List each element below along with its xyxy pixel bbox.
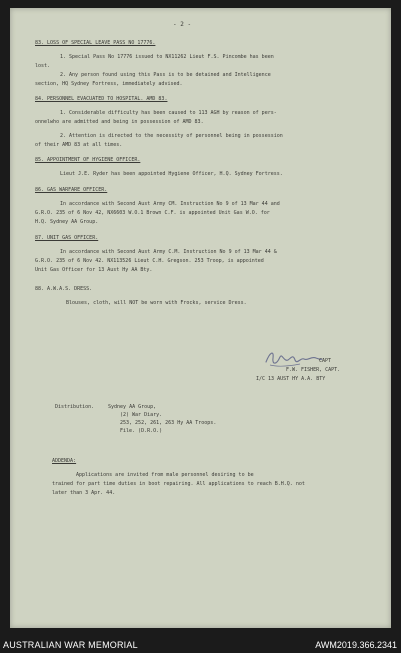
section-83-heading: 83. LOSS OF SPECIAL LEAVE PASS NO 17776.: [35, 40, 156, 46]
doc-line: onnelwho are admitted and being in possession of AMD 83.: [35, 119, 204, 125]
doc-line: H.Q. Sydney AA Group.: [35, 219, 99, 225]
section-87-heading: 87. UNIT GAS OFFICER.: [35, 235, 99, 241]
addenda-line: later than 3 Apr. 44.: [52, 490, 116, 496]
document-page: [10, 8, 391, 628]
doc-line: In accordance with Second Aust Army C.M. Instruction No 9 of 13 Mar 44 &: [60, 249, 277, 255]
doc-line: 1. Considerable difficulty has been caused to 113 AGH by reason of pers-: [60, 110, 277, 116]
doc-line: lost.: [35, 63, 51, 69]
attribution-bar: [0, 636, 401, 653]
doc-line: Blouses, cloth, will NOT be worn with Frocks, service Dress.: [66, 300, 247, 306]
doc-line: 2. Any person found using this Pass is to be detained and Intelligence: [60, 72, 271, 78]
doc-line: Unit Gas Officer for 13 Aust Hy AA Bty.: [35, 267, 153, 273]
distribution-line: File. (D.R.O.): [120, 428, 163, 434]
doc-line: Lieut J.E. Ryder has been appointed Hygiene Officer, H.Q. Sydney Fortress.: [60, 171, 283, 177]
institution-label: AUSTRALIAN WAR MEMORIAL: [3, 640, 138, 650]
signature-unit: I/C 13 AUST HY A.A. BTY: [256, 376, 326, 382]
section-84-heading: 84. PERSONNEL EVACUATED TO HOSPITAL. AMD 83.: [35, 96, 168, 102]
distribution-line: (2) War Diary.: [120, 412, 163, 418]
doc-line: 1. Special Pass No 17776 issued to NX11262 Lieut F.S. Pincombe has been: [60, 54, 274, 60]
distribution-label: Distribution.: [55, 404, 95, 410]
section-86-heading: 86. GAS WARFARE OFFICER.: [35, 187, 108, 193]
distribution-line: 253, 252, 261, 263 Hy AA Troops.: [120, 420, 217, 426]
distribution-line: Sydney AA Group,: [108, 404, 157, 410]
addenda-label: ADDENDA:: [52, 458, 77, 464]
doc-line: G.R.O. 235 of 6 Nov 42. NX113526 Lieut C.H. Gregson. 253 Troop, is appointed: [35, 258, 264, 264]
addenda-line: trained for part time duties in boot repairing. All applications to reach B.H.Q. not: [52, 481, 305, 487]
section-85-heading: 85. APPOINTMENT OF HYGIENE OFFICER.: [35, 157, 141, 163]
doc-line: 2. Attention is directed to the necessity of personnel being in possession: [60, 133, 283, 139]
section-88-heading: 88. A.W.A.S. DRESS.: [35, 286, 93, 292]
signature-rank: CAPT: [319, 358, 332, 364]
doc-line: section, HQ Sydney Fortress, immediately advised.: [35, 81, 183, 87]
signature-name: F.W. FISHER, CAPT.: [286, 367, 341, 373]
doc-line: of their AMD 83 at all times.: [35, 142, 123, 148]
addenda-line: Applications are invited from male personnel desiring to be: [76, 472, 254, 478]
doc-line: G.R.O. 235 of 6 Nov 42, NX6603 W.O.1 Brown C.F. is appointed Unit Gas W.O. for: [35, 210, 270, 216]
page-number: - 2 -: [173, 21, 192, 28]
accession-number: AWM2019.366.2341: [315, 640, 397, 650]
doc-line: In accordance with Second Aust Army CM. Instruction No 9 of 13 Mar 44 and: [60, 201, 280, 207]
